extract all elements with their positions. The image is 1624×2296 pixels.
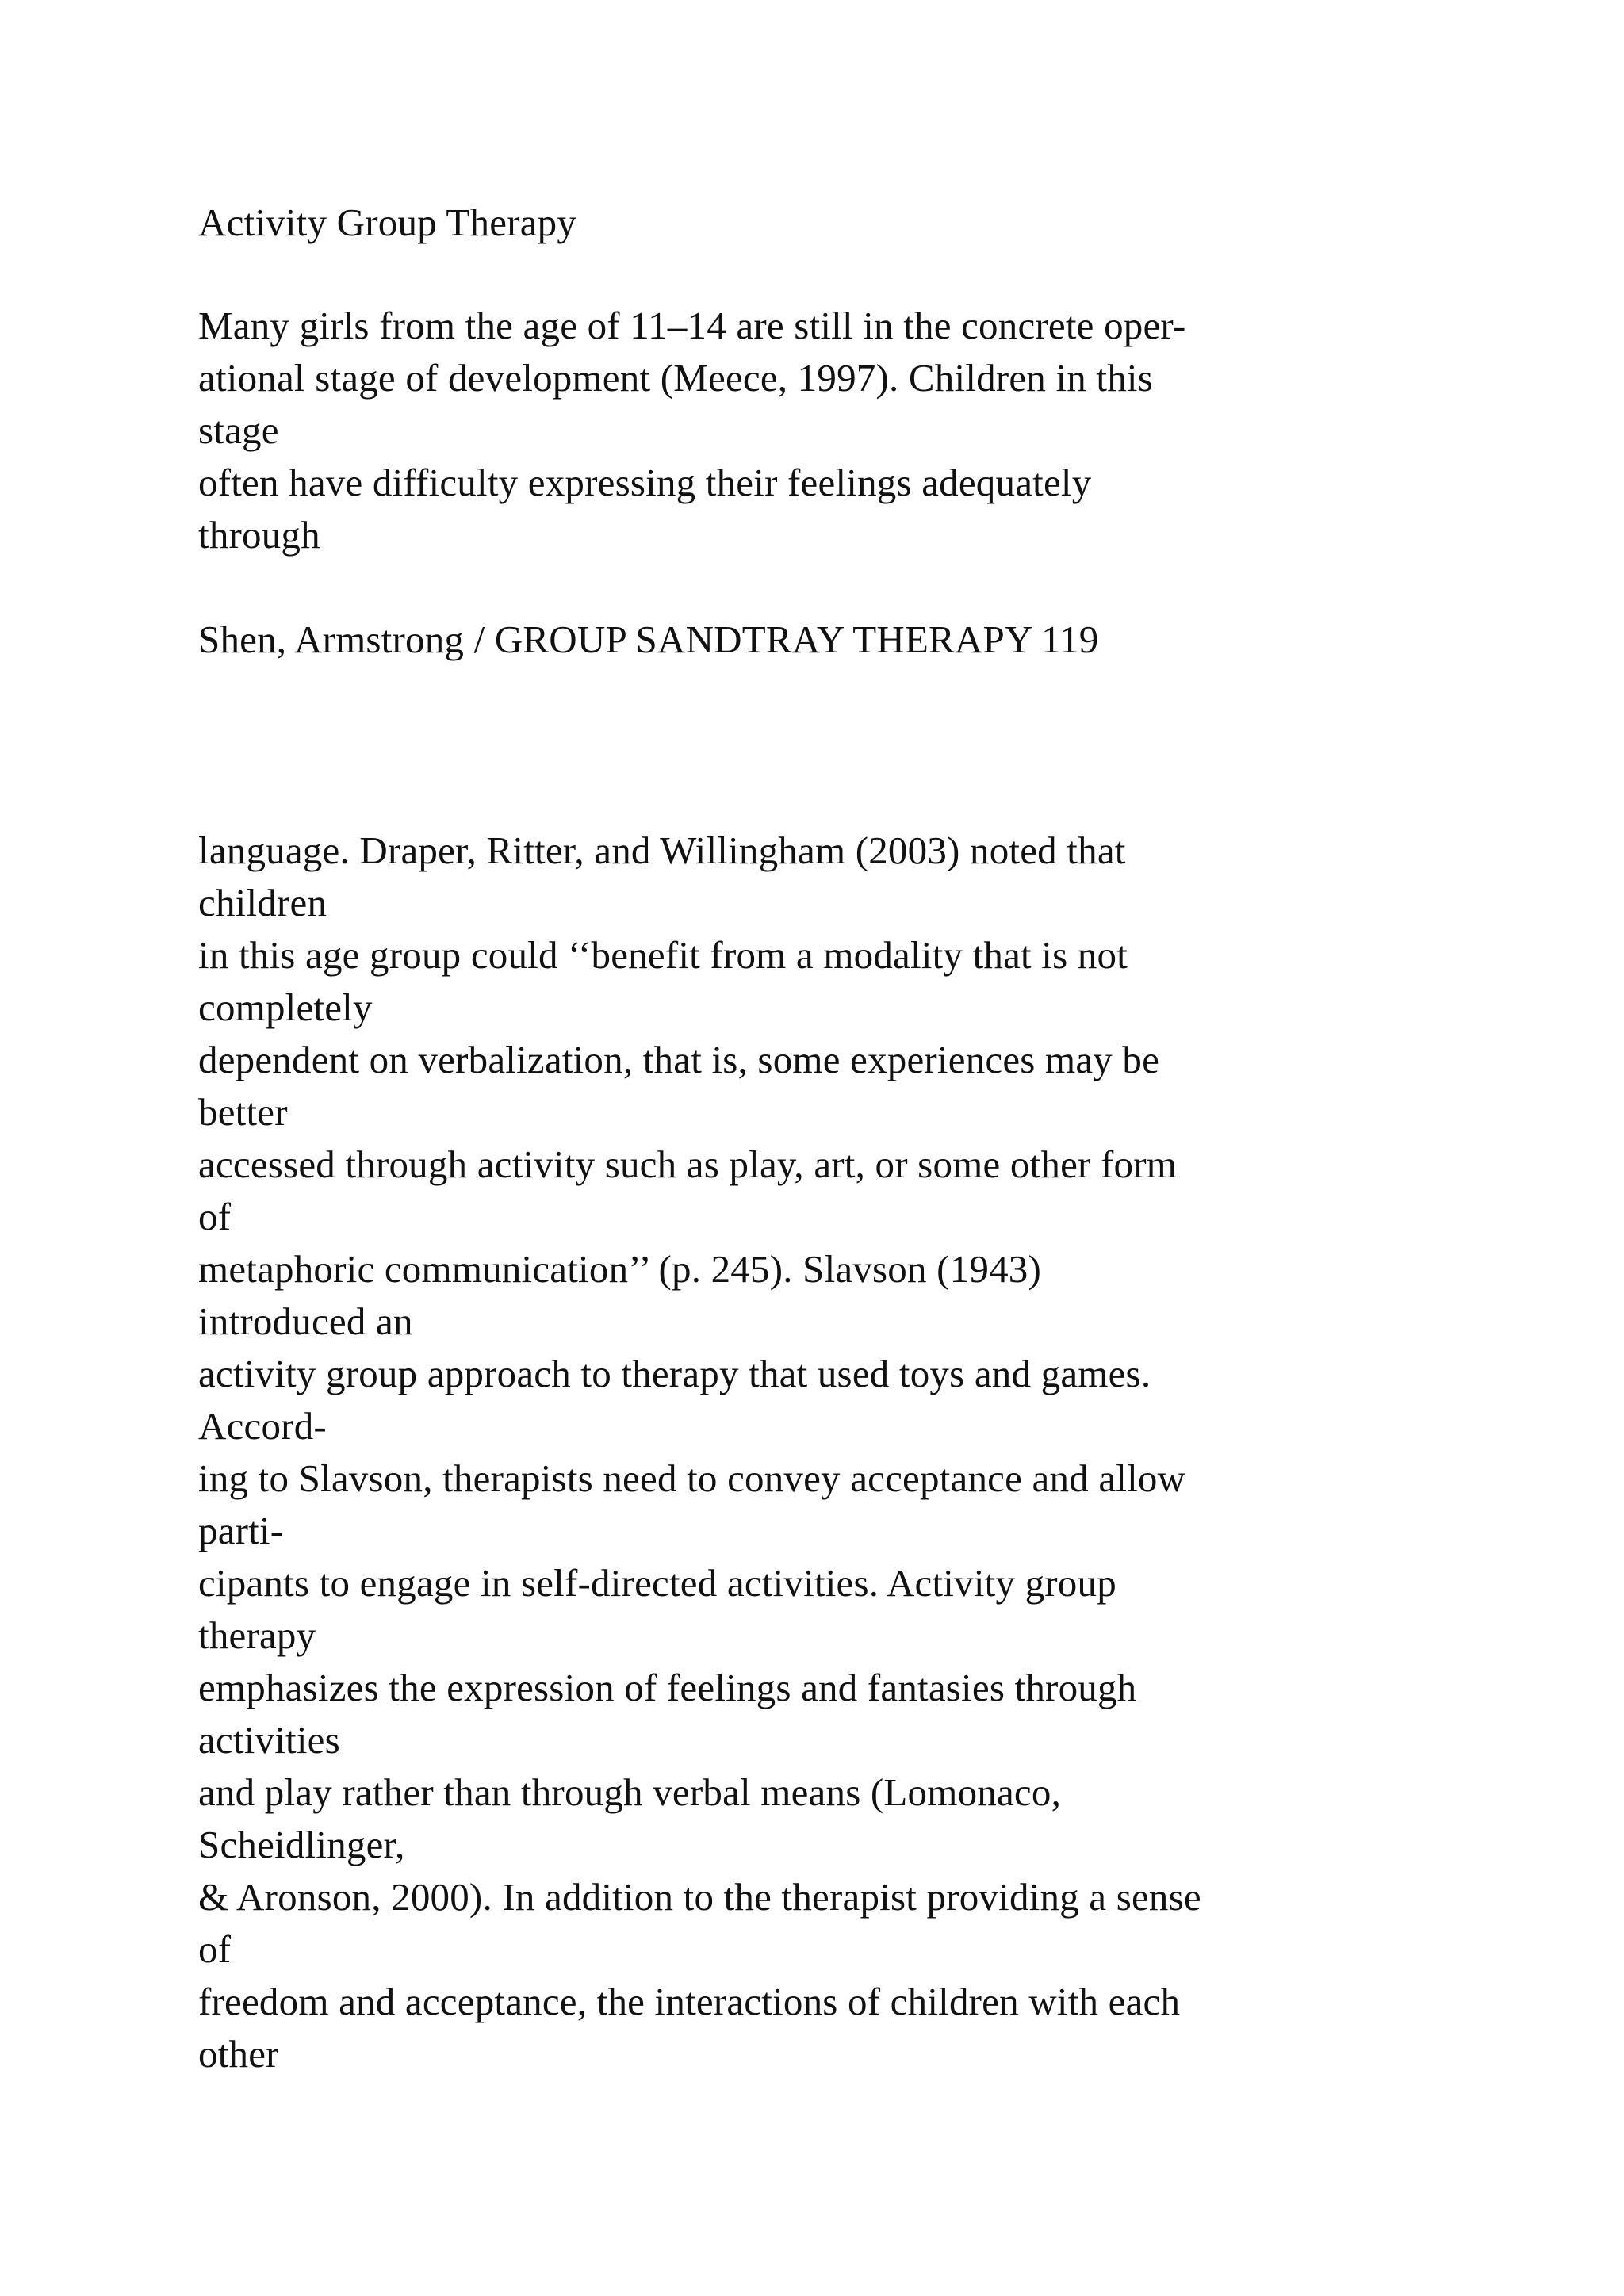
paragraph-2-line: & Aronson, 2000). In addition to the therapist providing a sense (198, 1875, 1201, 1919)
paragraph-2-line: of (198, 1195, 232, 1238)
paragraph-2-line: Accord- (198, 1404, 327, 1448)
paragraph-2-line: and play rather than through verbal means (Lomonaco, (198, 1770, 1062, 1814)
paragraph-2-line: language. Draper, Ritter, and Willingham (2003) noted that (198, 828, 1126, 872)
paragraph-1-line: often have difficulty expressing their feelings adequately (198, 461, 1092, 504)
paragraph-2-line: completely (198, 985, 373, 1029)
paragraph-2-line: freedom and acceptance, the interactions of children with each (198, 1980, 1181, 2023)
paragraph-1-line: stage (198, 408, 279, 452)
paragraph-2-line: children (198, 881, 327, 924)
paragraph-2-line: in this age group could ‘‘benefit from a modality that is not (198, 933, 1128, 977)
paragraph-2-line: activities (198, 1718, 340, 1762)
paragraph-2-line: of (198, 1927, 232, 1971)
paragraph-2-line: parti- (198, 1509, 284, 1552)
paragraph-1-line: ational stage of development (Meece, 1997). Children in this (198, 356, 1154, 400)
paragraph-2-line: other (198, 2032, 279, 2076)
paragraph-2-line: dependent on verbalization, that is, some experiences may be (198, 1038, 1160, 1081)
paragraph-1-line: through (198, 513, 320, 557)
paragraph-2-line: introduced an (198, 1299, 413, 1343)
paragraph-2-line: Scheidlinger, (198, 1823, 405, 1866)
paragraph-2-line: ing to Slavson, therapists need to convey acceptance and allow (198, 1456, 1186, 1500)
paragraph-2-line: emphasizes the expression of feelings and fantasies through (198, 1666, 1137, 1709)
paragraph-2-line: better (198, 1090, 288, 1134)
paragraph-2-line: accessed through activity such as play, art, or some other form (198, 1142, 1178, 1186)
paragraph-2-line: therapy (198, 1613, 316, 1657)
document-title: Activity Group Therapy (198, 201, 577, 244)
paragraph-2-line: metaphoric communication’’ (p. 245). Slavson (1943) (198, 1247, 1041, 1291)
paragraph-2-line: cipants to engage in self-directed activities. Activity group (198, 1561, 1116, 1605)
paragraph-1-line: Many girls from the age of 11–14 are still in the concrete oper- (198, 304, 1186, 347)
paragraph-2-line: activity group approach to therapy that used toys and games. (198, 1352, 1151, 1395)
running-header: Shen, Armstrong / GROUP SANDTRAY THERAPY 119 (198, 618, 1099, 661)
